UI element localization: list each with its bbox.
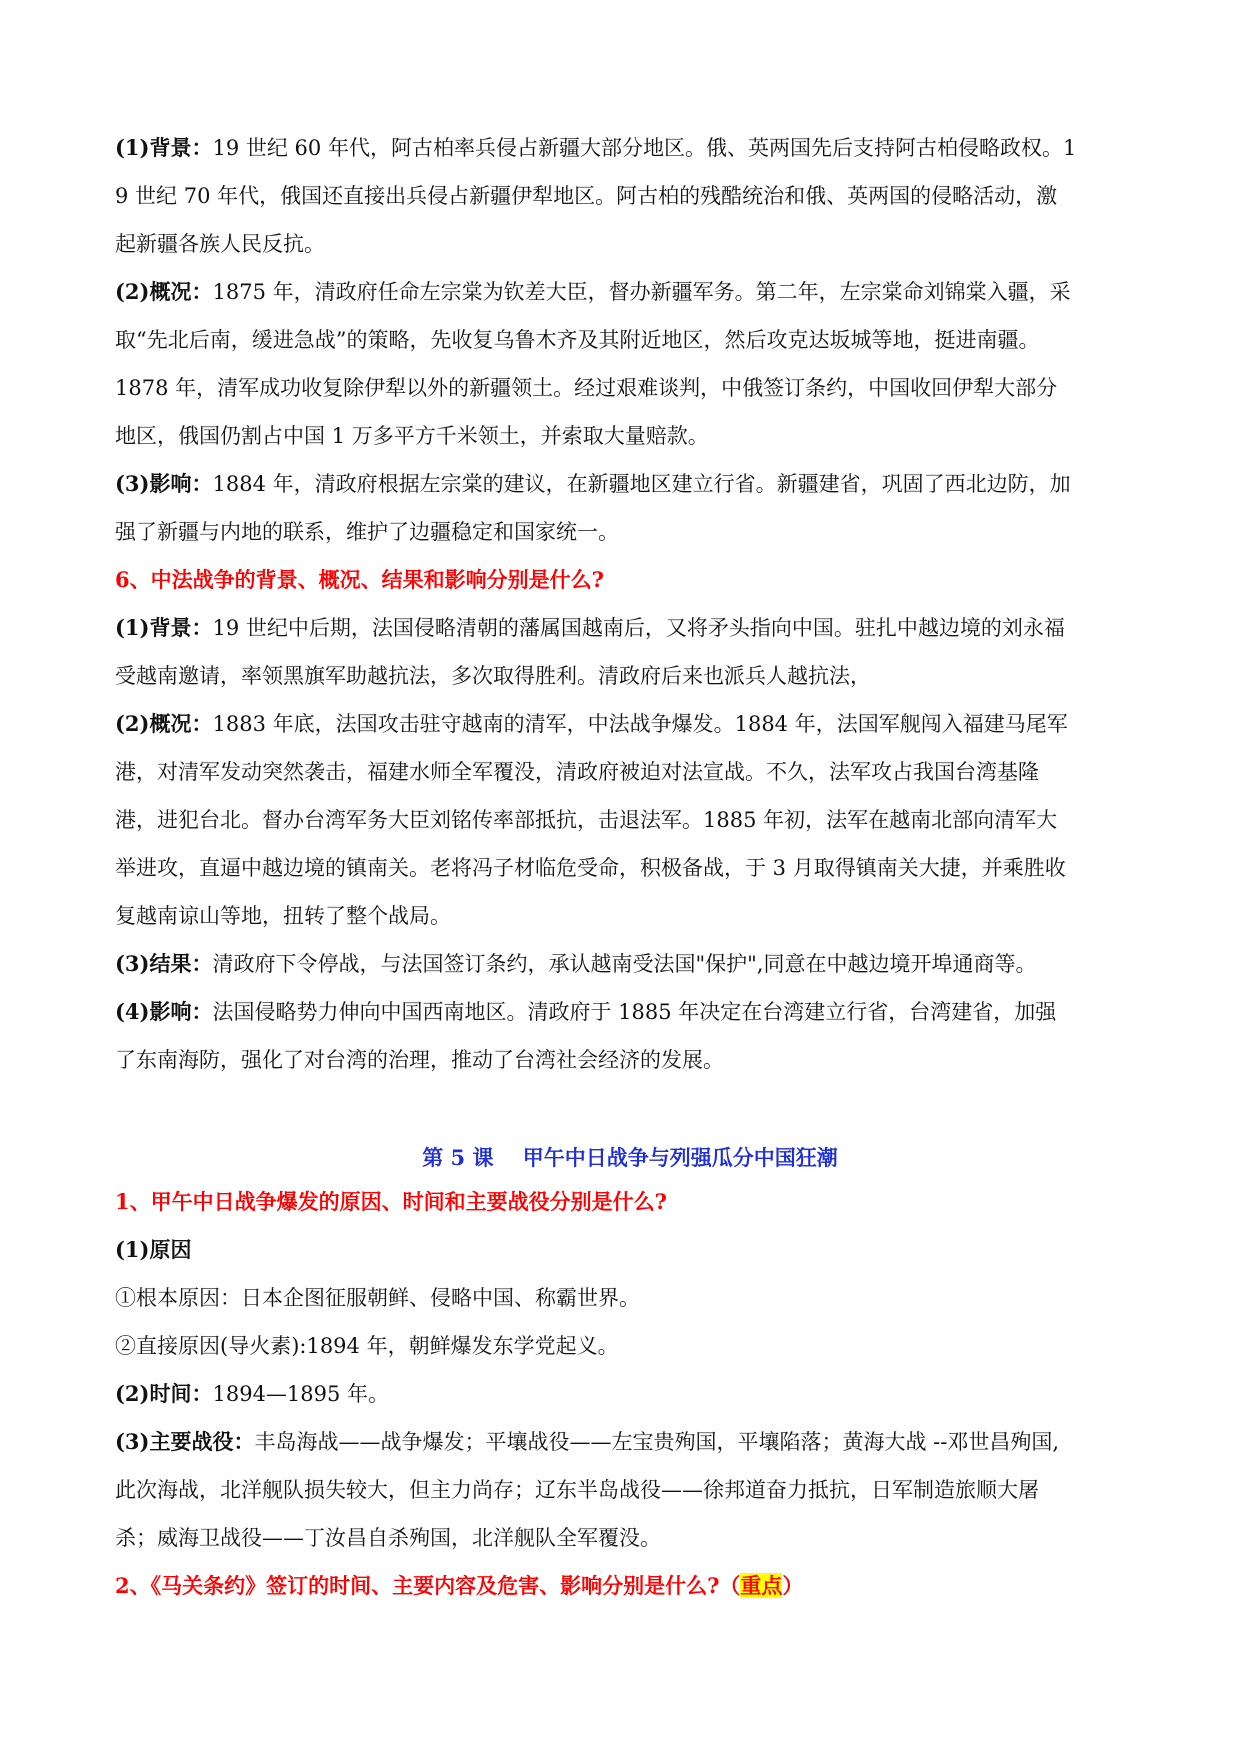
paragraph-line: (2)概况：1875 年，清政府任命左宗棠为钦差大臣，督办新疆军务。第二年，左宗棠命刘锦棠入疆，采 [115,279,1071,304]
item-label: (2)时间： [115,1381,213,1406]
paragraph-line: ②直接原因(导火素):1894 年，朝鲜爆发东学党起义。 [115,1334,619,1358]
lesson-title: 第 5 课 甲午中日战争与列强瓜分中国狂潮 [422,1145,838,1170]
paragraph-line: (3)影响：1884 年，清政府根据左宗棠的建议，在新疆地区建立行省。新疆建省，巩固了西北边防，加 [115,471,1071,496]
item-label: (2)概况： [115,711,213,736]
question-title: 1、甲午中日战争爆发的原因、时间和主要战役分别是什么? [115,1189,667,1214]
paragraph-line: 杀；威海卫战役——丁汝昌自杀殉国，北洋舰队全军覆没。 [115,1526,661,1550]
paragraph-line: 起新疆各族人民反抗。 [115,232,325,256]
paragraph-line: 地区，俄国仍割占中国 1 万多平方千米领土，并索取大量赔款。 [115,424,709,448]
item-label: (2)概况： [115,279,213,304]
item-label: (4)影响： [115,999,213,1024]
document-content [115,124,1145,1610]
paragraph-line: 受越南邀请，率领黑旗军助越抗法，多次取得胜利。清政府后来也派兵人越抗法， [115,664,871,688]
paragraph-line: (1)背景：19 世纪中后期，法国侵略清朝的藩属国越南后，又将矛头指向中国。驻扎中越边境的刘永福 [115,615,1065,640]
item-label: (1)原因 [115,1237,192,1262]
paragraph-line: 强了新疆与内地的联系，维护了边疆稳定和国家统一。 [115,520,619,544]
item-label: (3)影响： [115,471,213,496]
paragraph-line: (2)概况：1883 年底，法国攻击驻守越南的清军，中法战争爆发。1884 年，法国军舰闯入福建马尾军 [115,711,1068,736]
lesson-5 [115,1138,1145,1610]
paragraph-line: 9 世纪 70 年代，俄国还直接出兵侵占新疆伊犁地区。阿古柏的残酷统治和俄、英两国的侵略活动，激 [115,184,1058,208]
paragraph-line: 1878 年，清军成功收复除伊犁以外的新疆领土。经过艰难谈判，中俄签订条约，中国收回伊犁大部分 [115,376,1058,400]
paragraph-line: 了东南海防，强化了对台湾的治理，推动了台湾社会经济的发展。 [115,1048,724,1072]
question-title: 6、中法战争的背景、概况、结果和影响分别是什么? [115,567,604,592]
question-title: 2、《马关条约》签订的时间、主要内容及危害、影响分别是什么?（重点） [115,1573,804,1598]
paragraph-line: 港，对清军发动突然袭击，福建水师全军覆没，清政府被迫对法宣战。不久，法军攻占我国台湾基隆 [115,760,1039,784]
paragraph-line: (1)背景：19 世纪 60 年代，阿古柏率兵侵占新疆大部分地区。俄、英两国先后支持阿古柏侵略政权。1 [115,135,1077,160]
paragraph-line: 举进攻，直逼中越边境的镇南关。老将冯子材临危受命，积极备战，于 3 月取得镇南关大捷，并乘胜收 [115,856,1066,880]
question-6 [115,556,1145,1084]
item-label: (1)背景： [115,135,213,160]
paragraph-line: 复越南谅山等地，扭转了整个战局。 [115,904,451,928]
paragraph-line: 港，进犯台北。督办台湾军务大臣刘铭传率部抵抗，击退法军。1885 年初，法军在越南北部向清军大 [115,808,1058,832]
paragraph-line: (4)影响：法国侵略势力伸向中国西南地区。清政府于 1885 年决定在台湾建立行省，台湾建省，加强 [115,999,1057,1024]
prev-section [115,124,1145,556]
paragraph-line: (3)结果：清政府下令停战，与法国签订条约，承认越南受法国"保护",同意在中越边境开埠通商等。 [115,951,1037,976]
key-point-badge: 重点 [740,1573,783,1598]
item-label: (3)主要战役： [115,1429,255,1454]
paragraph-line: 此次海战，北洋舰队损失较大，但主力尚存；辽东半岛战役——徐邦道奋力抵抗，日军制造旅顺大屠 [115,1478,1039,1502]
item-label: (3)结果： [115,951,213,976]
paragraph-line: (2)时间：1894—1895 年。 [115,1381,390,1406]
paragraph-line: ①根本原因：日本企图征服朝鲜、侵略中国、称霸世界。 [115,1286,640,1310]
paragraph-line: 取“先北后南，缓进急战”的策略，先收复乌鲁木齐及其附近地区，然后攻克达坂城等地，挺进南疆。 [115,328,1040,352]
item-label: (1)背景： [115,615,213,640]
paragraph-line: (3)主要战役：丰岛海战——战争爆发；平壤战役——左宝贵殉国，平壤陷落；黄海大战 --邓世昌殉国, [115,1429,1060,1454]
